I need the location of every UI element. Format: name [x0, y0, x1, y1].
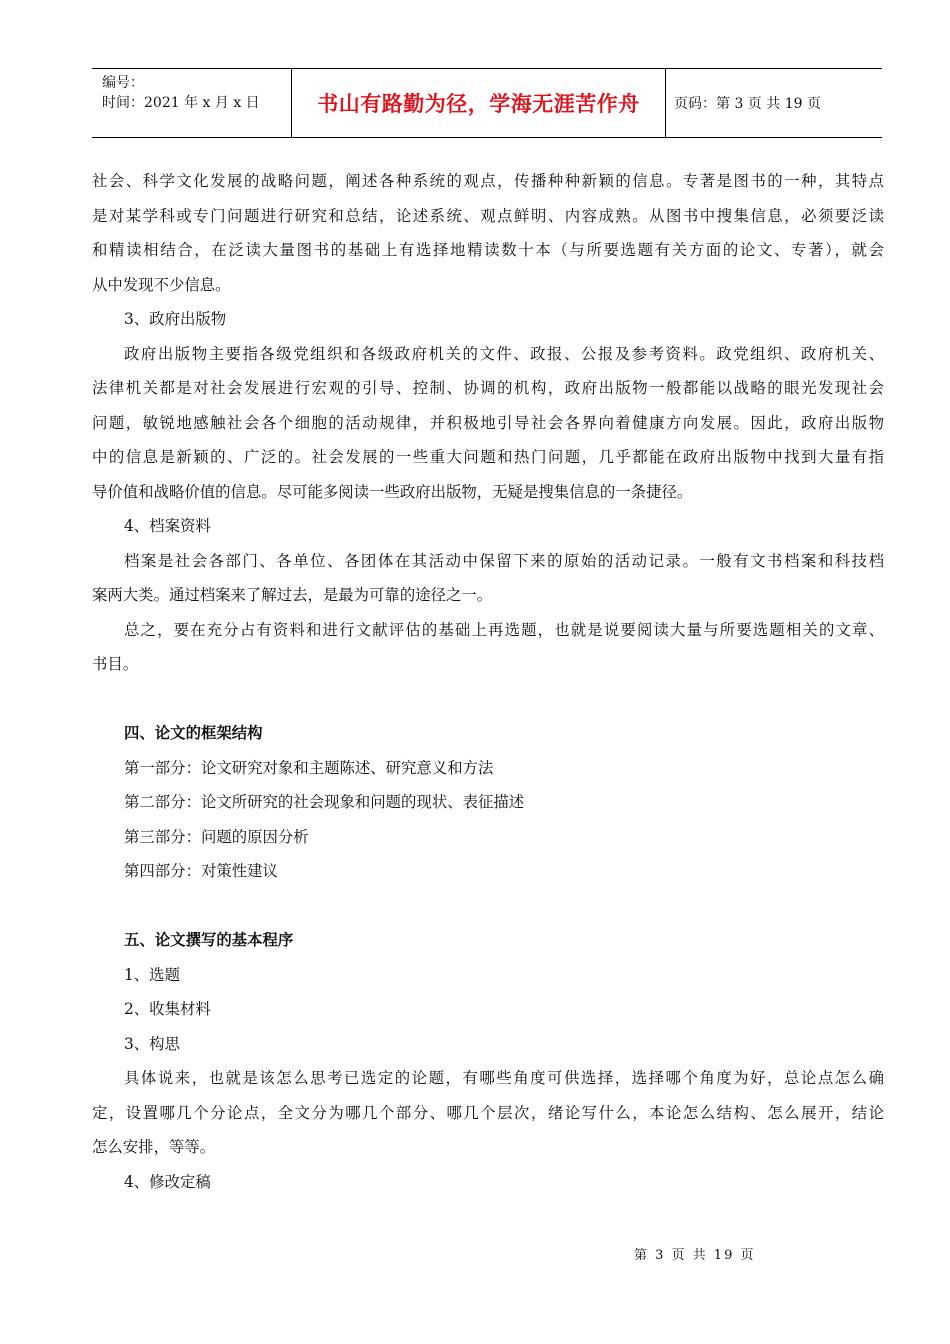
- header-motto-cell: [292, 69, 666, 137]
- list-item: 1、选题: [124, 965, 180, 984]
- list-item: 第四部分：对策性建议: [124, 862, 278, 880]
- paragraph-line: 是对某学科或专门问题进行研究和总结，论述系统、观点鲜明、内容成熟。从图书中搜集信息，必须要泛读: [92, 206, 884, 225]
- list-item: 第三部分：问题的原因分析: [124, 827, 309, 846]
- paragraph-line: 总之，要在充分占有资料和进行文献评估的基础上再选题，也就是说要阅读大量与所要选题相关的文章、: [124, 620, 884, 639]
- list-item: 2、收集材料: [124, 1000, 211, 1018]
- paragraph-line: 档案是社会各部门、各单位、各团体在其活动中保留下来的原始的活动记录。一般有文书档案和科技档: [124, 551, 884, 570]
- section-title-procedure: 五、论文撰写的基本程序: [124, 931, 294, 949]
- subheading-government-publications: 3、政府出版物: [124, 310, 227, 328]
- section-title-framework: 四、论文的框架结构: [124, 724, 263, 742]
- paragraph-line: 定，设置哪几个分论点，全文分为哪几个部分、哪几个层次，绪论写什么，本论怎么结构、怎么展开，结论: [92, 1103, 884, 1122]
- time-label: 时间：2021 年 x 月 x 日: [102, 95, 260, 111]
- id-label: 编号：: [102, 75, 144, 91]
- paragraph-line: 具体说来，也就是该怎么思考已选定的论题，有哪些角度可供选择，选择哪个角度为好，总论点怎么确: [124, 1069, 884, 1087]
- paragraph-line: 中的信息是新颖的、广泛的。社会发展的一些重大问题和热门问题，几乎都能在政府出版物中找到大量有指: [92, 448, 884, 466]
- document-body: [92, 164, 884, 1199]
- paragraph-line: 导价值和战略价值的信息。尽可能多阅读一些政府出版物，无疑是搜集信息的一条捷径。: [92, 482, 693, 501]
- header-page-cell: [666, 69, 882, 137]
- motto: 书山有路勤为径，学海无涯苦作舟: [317, 92, 640, 116]
- spacer: [92, 889, 884, 924]
- subheading-archives: 4、档案资料: [124, 517, 211, 535]
- paragraph-line: 案两大类。通过档案来了解过去，是最为可靠的途径之一。: [92, 586, 493, 604]
- page-header: [92, 68, 882, 138]
- header-meta: [92, 69, 292, 137]
- list-item: 4、修改定稿: [124, 1172, 211, 1191]
- list-item: 第二部分：论文所研究的社会现象和问题的现状、表征描述: [124, 793, 525, 811]
- paragraph-line: 社会、科学文化发展的战略问题，阐述各种系统的观点，传播种种新颖的信息。专著是图书的一种，其特点: [92, 172, 884, 190]
- list-item: 第一部分：论文研究对象和主题陈述、研究意义和方法: [124, 758, 494, 777]
- page-info: 页码：第 3 页 共 19 页: [674, 96, 821, 112]
- spacer: [92, 682, 884, 717]
- paragraph-line: 政府出版物主要指各级党组织和各级政府机关的文件、政报、公报及参考资料。政党组织、政府机关、: [124, 344, 884, 363]
- paragraph-line: 书目。: [92, 655, 139, 673]
- paragraph-line: 法律机关都是对社会发展进行宏观的引导、控制、协调的机构，政府出版物一般都能以战略的眼光发现社会: [92, 379, 884, 397]
- paragraph-line: 问题，敏锐地感触社会各个细胞的活动规律，并积极地引导社会各界向着健康方向发展。因此，政府出版物: [92, 413, 884, 432]
- paragraph-line: 怎么安排，等等。: [92, 1138, 216, 1156]
- paragraph-line: 从中发现不少信息。: [92, 275, 231, 294]
- page-footer: 第 3 页 共 19 页: [634, 1248, 756, 1263]
- paragraph-line: 和精读相结合，在泛读大量图书的基础上有选择地精读数十本（与所要选题有关方面的论文、专著），就会: [92, 241, 884, 259]
- list-item: 3、构思: [124, 1034, 180, 1053]
